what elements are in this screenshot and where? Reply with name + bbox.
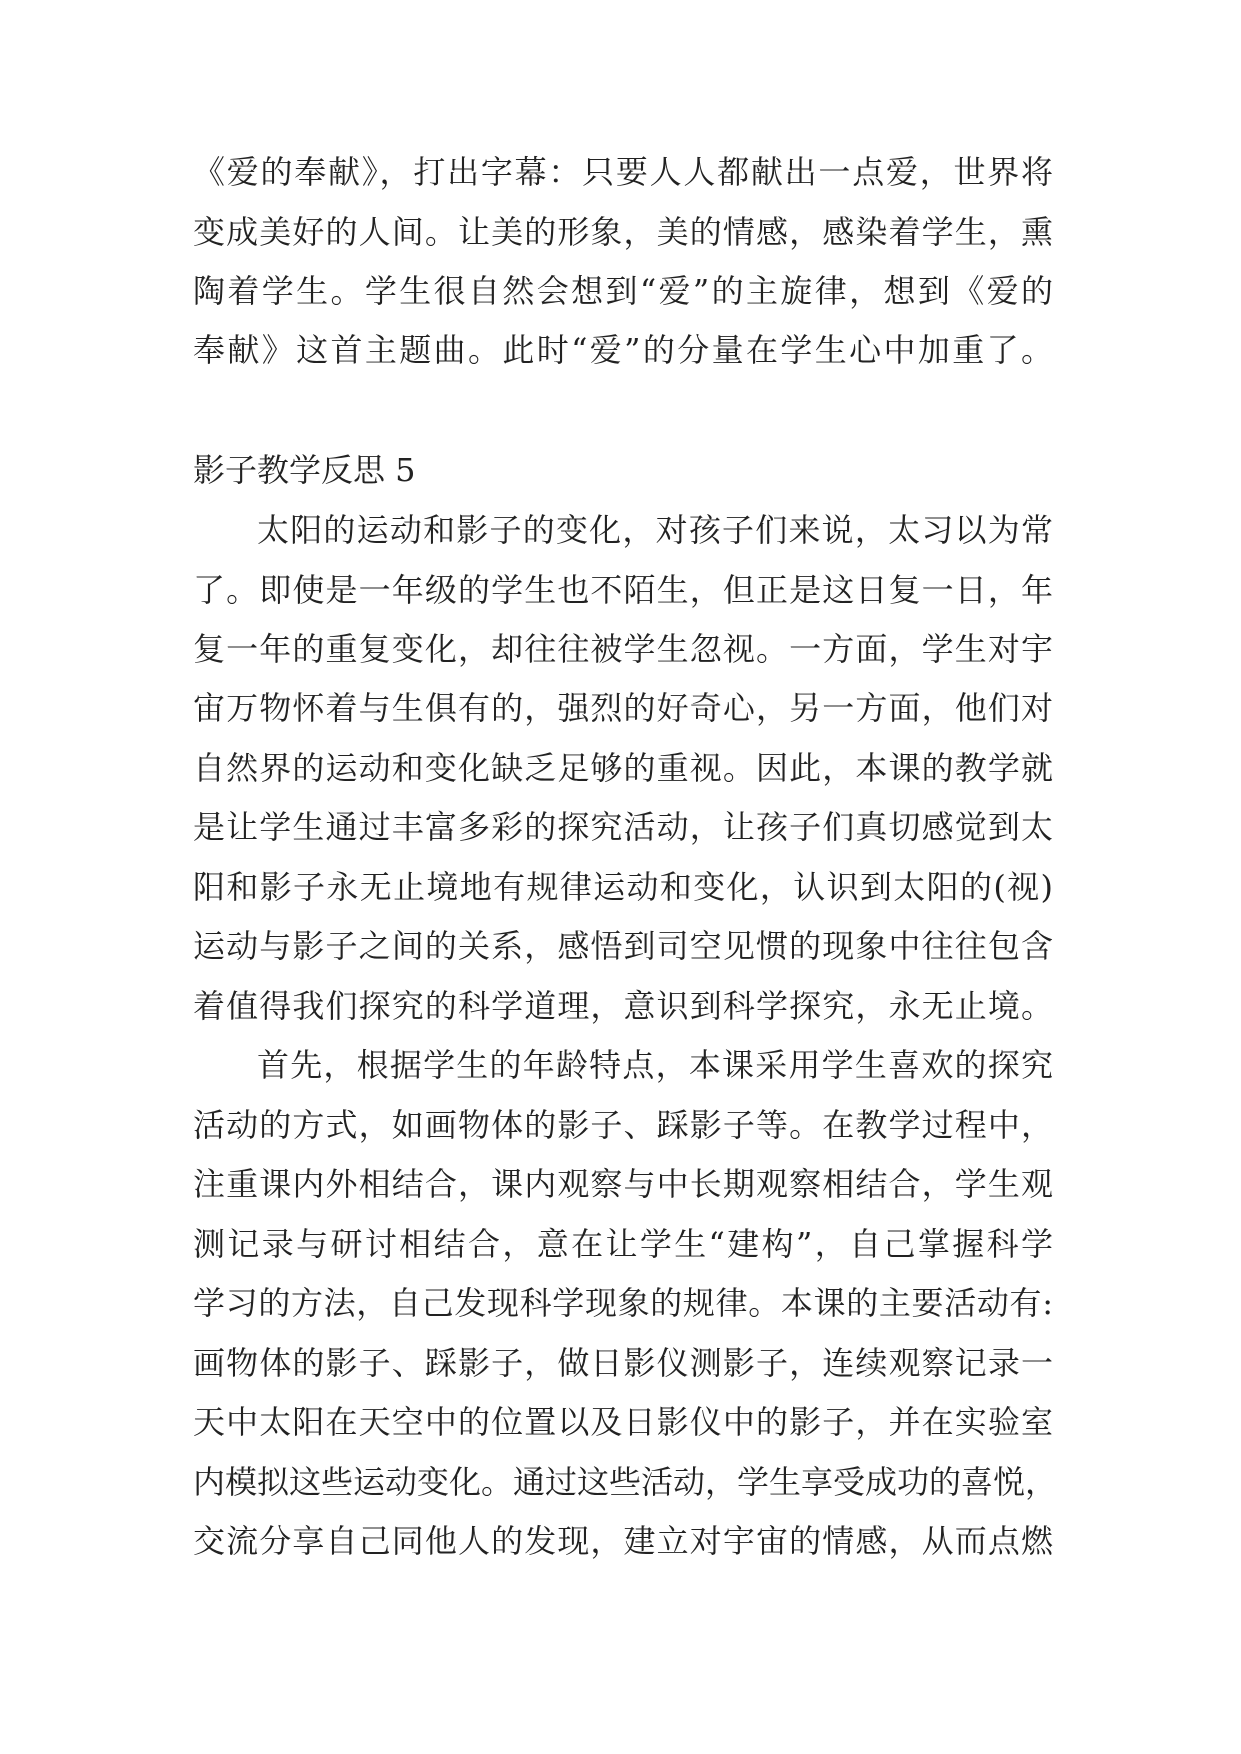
paragraph-line: 《爱的奉献》，打出字幕：只要人人都献出一点爱，世界将 bbox=[193, 153, 1053, 191]
paragraph-line: 自然界的运动和变化缺乏足够的重视。因此，本课的教学就 bbox=[193, 749, 1053, 787]
paragraph-line: 阳和影子永无止境地有规律运动和变化，认识到太阳的(视) bbox=[193, 868, 1053, 906]
paragraph-line: 交流分享自己同他人的发现，建立对宇宙的情感，从而点燃 bbox=[193, 1522, 1053, 1560]
paragraph-line: 活动的方式，如画物体的影子、踩影子等。在教学过程中， bbox=[193, 1106, 1053, 1144]
paragraph-line: 复一年的重复变化，却往往被学生忽视。一方面，学生对宇 bbox=[193, 630, 1053, 668]
paragraph-line: 太阳的运动和影子的变化，对孩子们来说，太习以为常 bbox=[257, 511, 1053, 549]
paragraph-line: 画物体的影子、踩影子，做日影仪测影子，连续观察记录一 bbox=[193, 1344, 1053, 1382]
paragraph-line: 变成美好的人间。让美的形象，美的情感，感染着学生，熏 bbox=[193, 213, 1053, 251]
paragraph-line: 注重课内外相结合，课内观察与中长期观察相结合，学生观 bbox=[193, 1165, 1053, 1203]
paragraph-line: 天中太阳在天空中的位置以及日影仪中的影子，并在实验室 bbox=[193, 1403, 1053, 1441]
paragraph-line: 学习的方法，自己发现科学现象的规律。本课的主要活动有: bbox=[193, 1284, 1053, 1322]
paragraph-line: 奉献》这首主题曲。此时“爱”的分量在学生心中加重了。 bbox=[193, 331, 1053, 369]
paragraph-line: 陶着学生。学生很自然会想到“爱”的主旋律，想到《爱的 bbox=[193, 272, 1053, 310]
paragraph-line: 是让学生通过丰富多彩的探究活动，让孩子们真切感觉到太 bbox=[193, 808, 1053, 846]
paragraph-line: 着值得我们探究的科学道理，意识到科学探究，永无止境。 bbox=[193, 987, 1053, 1025]
paragraph-line: 宙万物怀着与生俱有的，强烈的好奇心，另一方面，他们对 bbox=[193, 689, 1053, 727]
section-heading: 影子教学反思 5 bbox=[193, 451, 416, 489]
paragraph-line: 首先，根据学生的年龄特点，本课采用学生喜欢的探究 bbox=[257, 1046, 1053, 1084]
paragraph-line: 内模拟这些运动变化。通过这些活动，学生享受成功的喜悦， bbox=[193, 1463, 1058, 1501]
paragraph-line: 测记录与研讨相结合，意在让学生“建构”，自己掌握科学 bbox=[193, 1225, 1053, 1263]
paragraph-line: 了。即使是一年级的学生也不陌生，但正是这日复一日，年 bbox=[193, 571, 1053, 609]
paragraph-line: 运动与影子之间的关系，感悟到司空见惯的现象中往往包含 bbox=[193, 927, 1053, 965]
